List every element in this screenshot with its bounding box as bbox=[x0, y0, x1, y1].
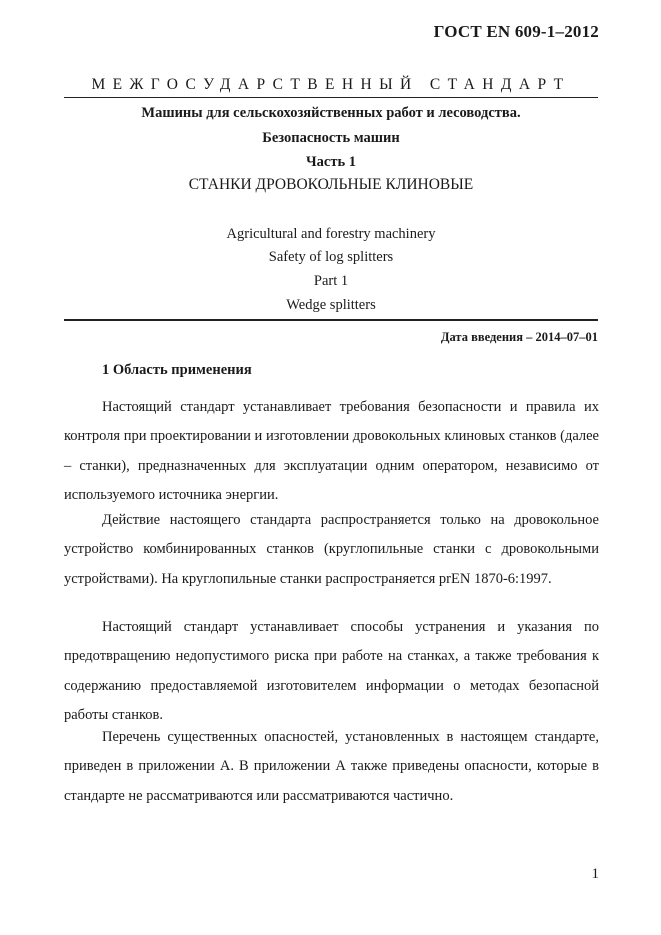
page-number: 1 bbox=[591, 866, 599, 882]
paragraph: Настоящий стандарт устанавливает способы устранения и указания по предотвращению недопустимого риска при работе на станках, а также требования к содержанию предоставляемой изготовителем информации о методах безопасной работы станков. bbox=[64, 619, 599, 723]
introduction-date: Дата введения – 2014–07–01 bbox=[440, 330, 598, 344]
title-ru-line-2: Безопасность машин bbox=[262, 130, 400, 146]
section-heading: 1 Область применения bbox=[102, 362, 252, 378]
title-en-line-1: Agricultural and forestry machinery bbox=[226, 226, 436, 242]
paragraph: Настоящий стандарт устанавливает требования безопасности и правила их контроля при проектировании и изготовлении дровокольных клиновых станков (далее – станки), предназначенных для эксплуатации одним оператором, независимо от используемого источника энергии. bbox=[64, 399, 599, 503]
title-ru-line-4: СТАНКИ ДРОВОКОЛЬНЫЕ КЛИНОВЫЕ bbox=[188, 176, 474, 193]
top-rule bbox=[64, 97, 598, 98]
title-en-line-3: Part 1 bbox=[313, 273, 349, 289]
title-en-line-4: Wedge splitters bbox=[286, 297, 376, 313]
title-ru-line-1: Машины для сельскохозяйственных работ и лесоводства. bbox=[141, 105, 521, 121]
paragraph: Перечень существенных опасностей, установленных в настоящем стандарте, приведен в приложении А. В приложении А также приведены опасности, которые в стандарте не рассматриваются или рассматриваются частично. bbox=[64, 729, 599, 804]
title-ru-line-3: Часть 1 bbox=[306, 154, 356, 170]
title-en-line-2: Safety of log splitters bbox=[268, 249, 394, 265]
paragraph: Действие настоящего стандарта распространяется только на дровокольное устройство комбинированных станков (круглопильные станки с дровокольными устройствами). На круглопильные станки распространяется prEN 1870-6:1997. bbox=[64, 512, 599, 587]
bottom-rule bbox=[64, 319, 598, 321]
standard-code: ГОСТ EN 609-1–2012 bbox=[433, 22, 599, 41]
interstate-standard-label: МЕЖГОСУДАРСТВЕННЫЙ СТАНДАРТ bbox=[91, 76, 571, 93]
